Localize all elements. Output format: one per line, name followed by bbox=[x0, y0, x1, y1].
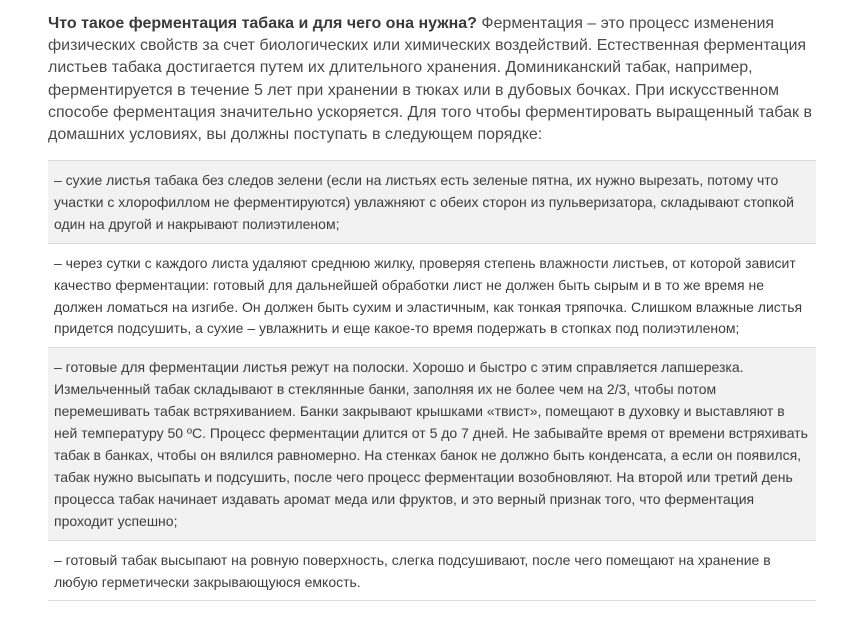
list-item-step-2: – через сутки с каждого листа удаляют среднюю жилку, проверяя степень влажности листьев, от которой зависит качество ферментации: готовый для дальнейшей обработки лист не должен быть сырым и в то же время не должен ломаться на изгибе. Он должен быть сухим и эластичным, как тонкая тряпочка. Слишком влажные листья придется подсушить, а сухие – увлажнить и еще какое-то время подержать в стопках под полиэтиленом; bbox=[48, 243, 816, 348]
article bbox=[48, 0, 816, 590]
list-item-step-1: – сухие листья табака без следов зелени (если на листьях есть зеленые пятна, их нужно вырезать, потому что участки с хлорофиллом не ферментируются) увлажняют с обеих сторон из пульверизатора, складывают стопкой один на другой и накрывают полиэтиленом; bbox=[48, 160, 816, 243]
list-item-step-3: – готовые для ферментации листья режут на полоски. Хорошо и быстро с этим справляется лапшерезка. Измельченный табак складывают в стеклянные банки, заполняя их не более чем на 2/3, чтобы потом перемешивать табак встряхиванием. Банки закрывают крышками «твист», помещают в духовку и выставляют в ней температуру 50 ºС. Процесс ферментации длится от 5 до 7 дней. Не забывайте время от времени встряхивать табак в банках, чтобы он вялился равномерно. На стенках банок не должно быть конденсата, а если он появился, табак нужно высыпать и подсушить, после чего процесс ферментации возобновляют. На второй или третий день процесса табак начинает издавать аромат меда или фруктов, и это верный признак того, что ферментация проходит успешно; bbox=[48, 347, 816, 539]
list-item-step-4: – готовый табак высыпают на ровную поверхность, слегка подсушивают, после чего помещают на хранение в любую герметически закрывающуюся емкость. bbox=[48, 540, 816, 602]
intro-text: Ферментация – это процесс изменения физических свойств за счет биологических или химических воздействий. Естественная ферментация листьев табака достигается путем их длительного хранения. Доминиканский табак, например, ферментируется в течение 5 лет при хранении в тюках или в дубовых бочках. При искусственном способе ферментация значительно ускоряется. Для того чтобы ферментировать выращенный табак в домашних условиях, вы должны поступать в следующем порядке: bbox=[48, 15, 812, 144]
intro-lead-question: Что такое ферментация табака и для чего она нужна? bbox=[48, 15, 477, 32]
intro-paragraph bbox=[48, 0, 816, 146]
steps-list bbox=[48, 160, 816, 601]
